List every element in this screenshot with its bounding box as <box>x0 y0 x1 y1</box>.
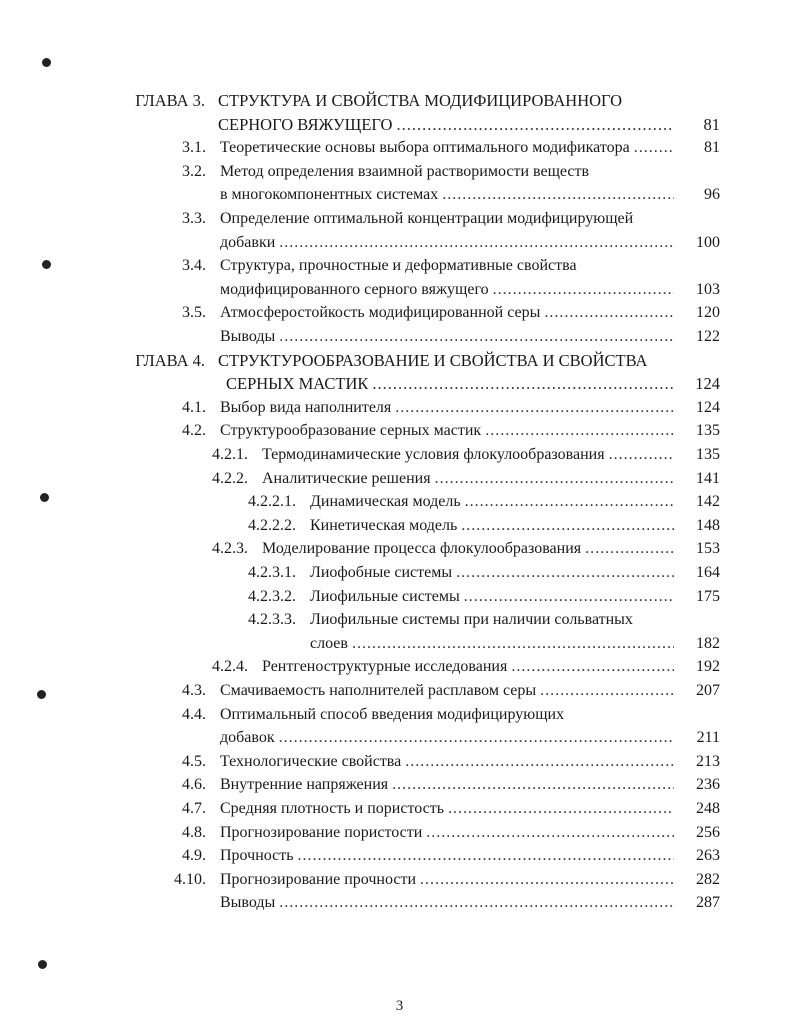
toc-entry-title: Прочность <box>220 847 294 865</box>
toc-entry-page: 248 <box>696 800 720 817</box>
toc-entry-page: 135 <box>696 422 720 440</box>
toc-entry-title: Термодинамические условия флокулообразования <box>262 446 605 463</box>
toc-entry-title: Лиофобные системы <box>310 564 453 581</box>
toc-entry <box>0 680 799 702</box>
dot-leader <box>396 114 674 136</box>
toc-entry-title: Лиофильные системы <box>310 587 460 605</box>
dot-leader <box>485 420 674 442</box>
toc-entry <box>0 609 799 631</box>
dot-leader <box>634 137 674 159</box>
toc-entry-page: 141 <box>696 469 720 487</box>
toc-entry-page: 103 <box>696 280 720 298</box>
dot-leader <box>279 232 674 254</box>
toc-entry <box>0 184 799 206</box>
toc-entry <box>0 468 799 490</box>
dot-leader <box>540 680 674 702</box>
toc-entry-title: в многокомпонентных системах <box>220 186 439 204</box>
margin-dot-5 <box>38 960 47 969</box>
toc-entry <box>0 727 799 749</box>
toc-entry <box>0 279 799 301</box>
dot-leader <box>544 302 674 324</box>
toc-entry-title: Динамическая модель <box>310 493 461 511</box>
toc-entry-title: Моделирование процесса флокулообразования <box>262 540 582 558</box>
dot-leader <box>464 586 674 608</box>
toc-entry-title: Аналитические решения <box>262 469 431 487</box>
dot-leader <box>279 727 674 749</box>
toc-entry-number: 4.2.3.2. <box>248 587 296 605</box>
dot-leader <box>465 491 674 513</box>
dot-leader <box>461 515 674 537</box>
toc-entry-title: Оптимальный способ введения модифицирующих <box>220 705 565 723</box>
toc-entry <box>0 208 799 230</box>
toc-entry <box>0 350 799 372</box>
toc-entry-page: 282 <box>696 870 720 888</box>
toc-entry-title: СЕРНОГО ВЯЖУЩЕГО <box>218 114 393 134</box>
toc-entry <box>0 892 799 914</box>
toc-entry-number: 4.2.2. <box>212 469 248 487</box>
toc-entry-title: Определение оптимальной концентрации модифицирующей <box>220 210 634 227</box>
toc-entry-title: модифицированного серного вяжущего <box>220 280 489 298</box>
toc-entry <box>0 420 799 442</box>
toc-entry-title: добавок <box>220 729 275 747</box>
dot-leader <box>372 373 674 395</box>
toc-entry <box>0 751 799 773</box>
toc-entry-page: 81 <box>704 139 720 157</box>
toc-entry-page: 211 <box>696 729 720 747</box>
dot-leader <box>405 751 674 773</box>
dot-leader <box>279 892 674 914</box>
toc-entry-page: 207 <box>696 682 720 699</box>
toc-entry-number: 3.4. <box>182 257 206 275</box>
toc-entry <box>0 232 799 254</box>
toc-entry <box>0 562 799 584</box>
toc-entry-number: 4.8. <box>182 823 206 841</box>
toc-entry-title: Средняя плотность и пористость <box>220 800 445 817</box>
toc-entry-number: 4.2. <box>182 422 206 440</box>
dot-leader <box>298 845 674 867</box>
toc-entry-page: 96 <box>704 186 720 204</box>
toc-entry-title: Кинетическая модель <box>310 516 458 534</box>
toc-entry <box>0 515 799 537</box>
toc-entry-title: Выводы <box>220 328 276 345</box>
toc-entry-page: 120 <box>696 304 720 322</box>
toc-entry-page: 153 <box>696 540 720 558</box>
toc-entry-number: 4.2.2.2. <box>248 516 296 534</box>
toc-entry-page: 213 <box>696 752 720 770</box>
toc-entry-title: Прогнозирование пористости <box>220 823 423 841</box>
toc-entry-title: Смачиваемость наполнителей расплавом серы <box>220 682 537 699</box>
toc-entry <box>0 114 799 136</box>
toc-entry-page: 81 <box>703 114 720 134</box>
toc-entry-title: СТРУКТУРА И СВОЙСТВА МОДИФИЦИРОВАННОГО <box>218 91 623 110</box>
toc-entry-number: 4.5. <box>182 752 206 770</box>
toc-entry-page: 182 <box>696 634 720 652</box>
toc-entry-number: 3.1. <box>182 139 206 157</box>
toc-entry-number: 3.2. <box>182 162 206 180</box>
toc-entry <box>0 869 799 891</box>
toc-entry-title: Лиофильные системы при наличии сольватных <box>310 611 633 629</box>
toc-entry-title: Прогнозирование прочности <box>220 870 417 888</box>
toc-entry <box>0 90 799 112</box>
toc-entry-number: 4.3. <box>182 682 206 699</box>
toc-entry-title: Структурообразование серных мастик <box>220 422 482 440</box>
toc-entry-title: Метод определения взаимной растворимости веществ <box>220 162 590 180</box>
dot-leader <box>609 444 674 466</box>
toc-entry-title: Выводы <box>220 894 276 912</box>
dot-leader <box>352 633 674 655</box>
toc-entry-title: слоев <box>310 634 348 652</box>
dot-leader <box>420 869 674 891</box>
toc-entry-number: 3.5. <box>182 304 206 322</box>
toc-entry-page: 256 <box>696 823 720 841</box>
toc-entry-page: 192 <box>696 658 720 676</box>
toc-entry-title: Внутренние напряжения <box>220 776 389 794</box>
toc-entry <box>0 538 799 560</box>
dot-leader <box>435 468 674 490</box>
toc-entry-number: 4.2.2.1. <box>248 493 296 511</box>
toc-entry-number: 4.7. <box>182 800 206 817</box>
dot-leader <box>426 822 674 844</box>
toc-entry <box>0 822 799 844</box>
toc-entry <box>0 586 799 608</box>
toc-entry-title: Теоретические основы выбора оптимального модификатора <box>220 139 630 157</box>
dot-leader <box>395 397 674 419</box>
toc-entry <box>0 774 799 796</box>
toc-entry-page: 175 <box>696 587 720 605</box>
toc-entry-number: ГЛАВА 4. <box>135 350 205 370</box>
toc-entry-page: 287 <box>696 894 720 912</box>
toc-entry <box>0 326 799 348</box>
toc-entry <box>0 255 799 277</box>
toc-entry-number: 4.9. <box>182 847 206 865</box>
toc-entry <box>0 656 799 678</box>
toc-entry-number: 4.2.1. <box>212 446 248 463</box>
toc-entry-number: 4.1. <box>182 398 206 416</box>
toc-entry-title: СЕРНЫХ МАСТИК <box>226 374 369 394</box>
toc-entry-title: Атмосферостойкость модифицированной серы <box>220 304 541 322</box>
toc-entry-page: 142 <box>696 493 720 511</box>
toc-entry-page: 124 <box>695 374 720 394</box>
toc-entry-page: 135 <box>696 446 720 463</box>
dot-leader <box>279 326 674 348</box>
toc-entry-number: 4.2.3. <box>212 540 248 558</box>
toc-entry-number: 3.3. <box>182 210 206 227</box>
toc-entry-title: добавки <box>220 233 276 251</box>
toc-entry-number: 4.2.3.3. <box>248 611 296 629</box>
toc-entry <box>0 845 799 867</box>
dot-leader <box>493 279 674 301</box>
toc-entry <box>0 161 799 183</box>
dot-leader <box>448 798 674 820</box>
toc-entry <box>0 302 799 324</box>
dot-leader <box>442 184 674 206</box>
toc-entry-page: 263 <box>696 847 720 865</box>
toc-entry-number: 4.2.4. <box>212 658 248 676</box>
toc-entry <box>0 444 799 466</box>
toc-entry-title: СТРУКТУРООБРАЗОВАНИЕ И СВОЙСТВА И СВОЙСТВА <box>218 350 648 370</box>
toc-entry-number: 4.10. <box>174 870 206 888</box>
toc-entry-number: ГЛАВА 3. <box>135 91 205 110</box>
toc-entry-title: Технологические свойства <box>220 752 402 770</box>
toc-entry <box>0 633 799 655</box>
toc-entry-title: Рентгеноструктурные исследования <box>262 658 508 676</box>
toc-entry-page: 122 <box>696 328 720 345</box>
dot-leader <box>392 774 674 796</box>
dot-leader <box>585 538 674 560</box>
toc-entry <box>0 798 799 820</box>
toc-entry-page: 124 <box>696 398 720 416</box>
toc-entry-page: 236 <box>696 776 720 794</box>
toc-entry <box>0 373 799 395</box>
toc-entry-page: 164 <box>696 564 720 581</box>
dot-leader <box>456 562 674 584</box>
toc-entry-title: Выбор вида наполнителя <box>220 398 392 416</box>
toc-entry-page: 148 <box>696 516 720 534</box>
toc-entry <box>0 397 799 419</box>
dot-leader <box>511 656 674 678</box>
page-number: 3 <box>395 998 404 1014</box>
toc-entry-number: 4.4. <box>182 705 206 723</box>
toc-entry-title: Структура, прочностные и деформативные свойства <box>220 257 577 275</box>
toc-entry <box>0 137 799 159</box>
toc-entry-number: 4.2.3.1. <box>248 564 296 581</box>
toc-entry-page: 100 <box>696 233 720 251</box>
margin-dot-1 <box>42 58 51 67</box>
toc-entry <box>0 491 799 513</box>
toc-entry-number: 4.6. <box>182 776 206 794</box>
toc-entry <box>0 704 799 726</box>
